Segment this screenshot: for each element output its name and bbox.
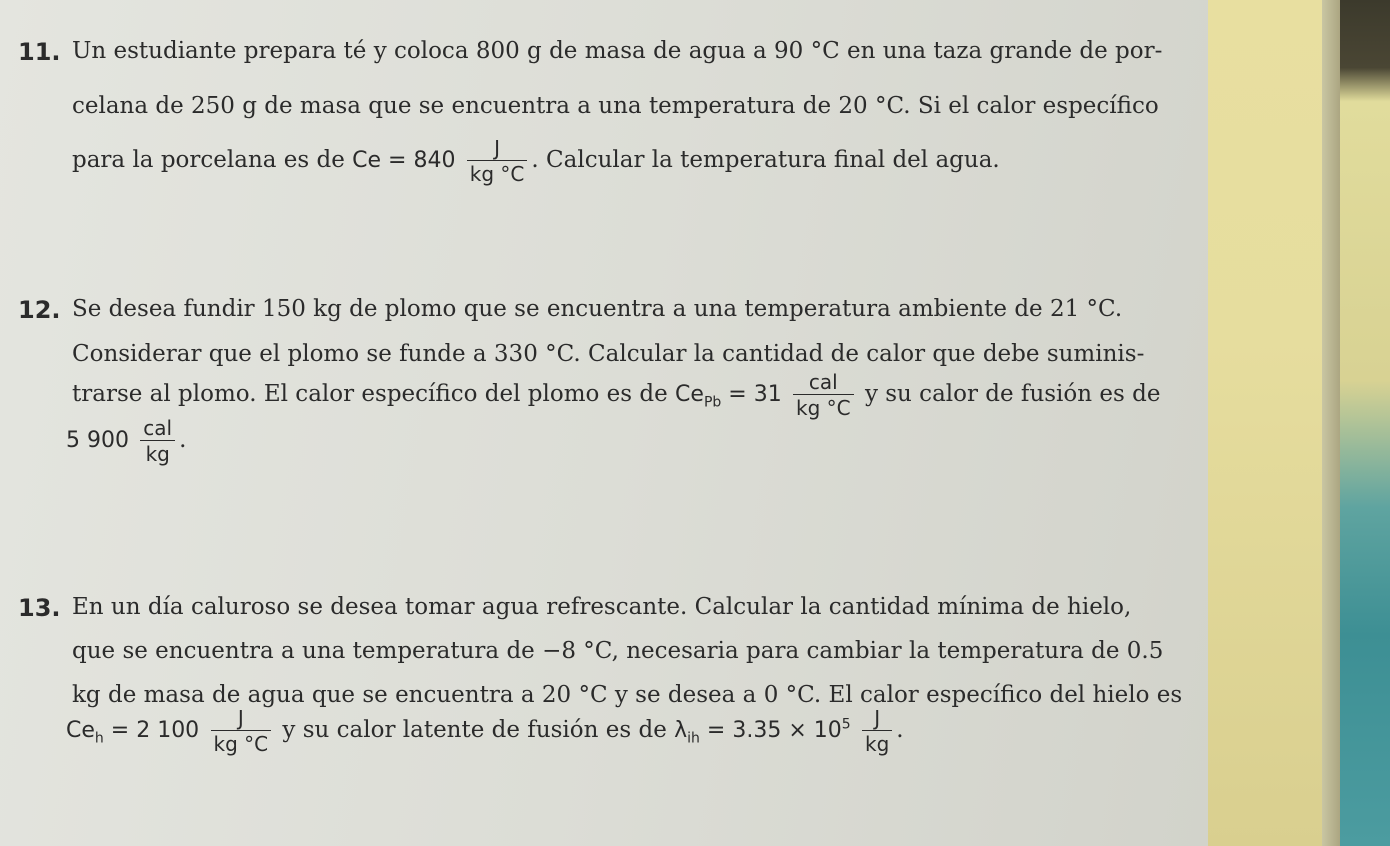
value: = 3.35 × 10 [699,718,842,743]
numerator: cal [793,372,854,395]
problem-11-line-2: celana de 250 g de masa que se encuentra a una temperatura de 20 °C. Si el calor específico [72,93,1159,119]
numerator: J [211,708,272,731]
subscript: ih [687,730,700,747]
fraction-units [467,138,528,184]
problem-12-line-2: Considerar que el plomo se funde a 330 °C. Calcular la cantidad de calor que debe suminis- [72,341,1145,367]
symbol: Ce [66,718,95,743]
symbol: λ [674,718,688,743]
problem-number: 11. [18,38,61,66]
problem-11-line-3 [72,138,1000,184]
fraction-units [211,708,272,754]
text: trarse al plomo. El calor específico del plomo es de [72,381,668,407]
problem-12-line-4 [66,418,186,464]
problem-13-line-2: que se encuentra a una temperatura de −8 °C, necesaria para cambiar la temperatura de 0.5 [72,638,1164,664]
problem-12 [18,298,1208,498]
problem-13-line-1: En un día caluroso se desea tomar agua refrescante. Calcular la cantidad mínima de hielo, [72,594,1132,620]
subscript: h [94,730,104,747]
text: . Calcular la temperatura final del agua. [531,147,1000,173]
superscript: 5 [841,716,851,733]
text: y su calor de fusión es de [864,381,1161,407]
problem-13-line-3: kg de masa de agua que se encuentra a 20 °C y se desea a 0 °C. El calor específico del hielo es [72,682,1183,708]
denominator: kg [865,732,890,756]
value: = 31 [721,382,782,407]
problem-11 [18,40,1208,200]
text: para la porcelana es de [72,147,345,173]
denominator: kg [145,442,170,466]
numerator: J [862,708,892,731]
subscript: Pb [703,394,722,411]
fraction-units [140,418,175,464]
problem-number: 12. [18,296,61,324]
denominator: kg °C [796,396,851,420]
problem-12-line-3 [72,372,1160,418]
formula [66,718,200,747]
text: . [896,717,904,743]
text: . [179,427,187,453]
problem-13 [18,596,1208,816]
fraction-units [862,708,892,754]
symbol: Ce [675,382,704,407]
problem-number: 13. [18,594,61,622]
problem-13-line-4 [66,708,904,754]
text: y su calor latente de fusión es de [282,717,667,743]
background-paper-edge [1322,0,1342,846]
fraction-units [793,372,854,418]
denominator: kg °C [469,162,525,186]
formula: 5 900 [66,428,129,453]
background-teal-fabric [1340,0,1390,846]
formula [674,716,851,747]
denominator: kg °C [213,732,269,756]
background-yellow-paper [1208,0,1340,846]
problem-11-line-1: Un estudiante prepara té y coloca 800 g de masa de agua a 90 °C en una taza grande de por- [72,38,1163,64]
numerator: cal [140,418,175,441]
value: = 2 100 [103,718,200,743]
problem-12-line-1: Se desea fundir 150 kg de plomo que se encuentra a una temperatura ambiente de 21 °C. [72,296,1123,322]
formula [675,382,782,411]
formula: Ce = 840 [352,148,456,173]
numerator: J [467,138,528,161]
